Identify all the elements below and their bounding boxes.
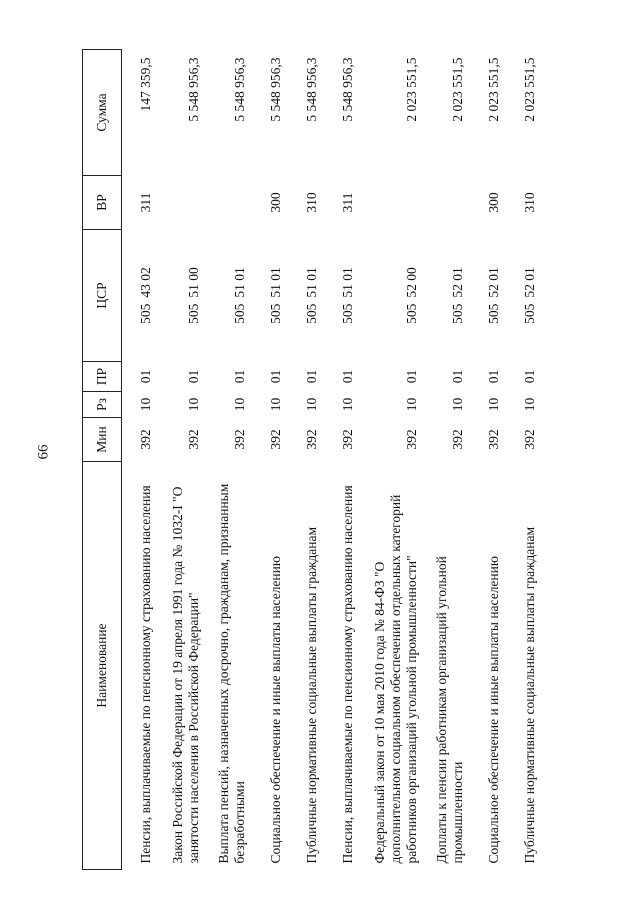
row-csr-a: 505 xyxy=(486,303,501,324)
row-sum: 2 023 551,5 xyxy=(522,57,537,122)
row-csr xyxy=(470,230,506,362)
table-row xyxy=(424,50,470,870)
row-name: Выплата пенсий, назначенных досрочно, гражданам, признанным безработными xyxy=(216,483,247,864)
row-csr-b: 52 00 xyxy=(404,267,419,298)
row-pr: 01 xyxy=(232,369,247,384)
row-sum: 5 548 956,3 xyxy=(304,57,319,122)
row-vr xyxy=(424,176,470,230)
table-row xyxy=(506,50,542,870)
row-csr xyxy=(252,230,288,362)
row-min: 392 xyxy=(232,429,247,450)
row-csr-a: 505 xyxy=(138,303,153,324)
row-sum: 5 548 956,3 xyxy=(268,57,283,122)
row-rz: 10 xyxy=(304,397,319,412)
row-pr: 01 xyxy=(450,369,465,384)
row-sum: 5 548 956,3 xyxy=(186,57,201,122)
row-sum: 2 023 551,5 xyxy=(450,57,465,122)
row-rz: 10 xyxy=(450,397,465,412)
row-csr xyxy=(424,230,470,362)
row-sum: 5 548 956,3 xyxy=(340,57,355,122)
row-csr-a: 505 xyxy=(340,303,355,324)
row-pr: 01 xyxy=(404,369,419,384)
header-min: Мин xyxy=(83,418,122,462)
row-vr xyxy=(158,176,206,230)
table-row xyxy=(324,50,360,870)
row-rz: 10 xyxy=(232,397,247,412)
row-pr: 01 xyxy=(486,369,501,384)
row-rz: 10 xyxy=(138,397,153,412)
row-pr: 01 xyxy=(268,369,283,384)
row-csr xyxy=(324,230,360,362)
page-number: 66 xyxy=(35,444,52,460)
row-vr: 310 xyxy=(304,192,319,213)
row-csr-b: 51 01 xyxy=(268,267,283,298)
table-row xyxy=(360,50,424,870)
row-min: 392 xyxy=(450,429,465,450)
table-row xyxy=(206,50,252,870)
row-min: 392 xyxy=(268,429,283,450)
row-name: Социальное обеспечение и иные выплаты населению xyxy=(486,556,501,864)
table-row xyxy=(288,50,324,870)
row-vr xyxy=(206,176,252,230)
row-csr-b: 51 00 xyxy=(186,267,201,298)
row-csr-b: 51 01 xyxy=(304,267,319,298)
row-min: 392 xyxy=(404,429,419,450)
table-row xyxy=(158,50,206,870)
row-rz: 10 xyxy=(404,397,419,412)
row-csr-b: 52 01 xyxy=(486,267,501,298)
row-sum: 2 023 551,5 xyxy=(404,57,419,122)
header-vr: ВР xyxy=(83,176,122,230)
row-vr: 310 xyxy=(522,192,537,213)
header-pr: ПР xyxy=(83,362,122,392)
row-name: Публичные нормативные социальные выплаты гражданам xyxy=(304,526,319,864)
row-vr: 300 xyxy=(486,192,501,213)
table-header-row xyxy=(83,50,122,870)
row-min: 392 xyxy=(486,429,501,450)
table-row xyxy=(252,50,288,870)
row-csr-a: 505 xyxy=(522,303,537,324)
row-csr xyxy=(360,230,424,362)
row-sum: 5 548 956,3 xyxy=(232,57,247,122)
table-row xyxy=(470,50,506,870)
row-csr xyxy=(122,230,159,362)
row-min: 392 xyxy=(186,429,201,450)
row-csr-b: 43 02 xyxy=(138,267,153,298)
row-rz: 10 xyxy=(268,397,283,412)
row-name: Закон Российской Федерации от 19 апреля 1991 года № 1032-I "О занятости населения в Российской Федерации" xyxy=(170,486,201,864)
row-vr: 311 xyxy=(138,192,153,213)
row-rz: 10 xyxy=(522,397,537,412)
row-name: Пенсии, выплачиваемые по пенсионному страхованию населения xyxy=(138,485,153,864)
row-pr: 01 xyxy=(138,369,153,384)
header-rz: Рз xyxy=(83,392,122,418)
row-rz: 10 xyxy=(186,397,201,412)
budget-table xyxy=(82,49,542,870)
row-name: Федеральный закон от 10 мая 2010 года № 84-ФЗ "О дополнительном социальном обеспечении отдельных категорий работников организаций угольной промышленности" xyxy=(372,494,419,864)
row-csr xyxy=(158,230,206,362)
row-vr: 311 xyxy=(340,192,355,213)
row-csr xyxy=(506,230,542,362)
row-min: 392 xyxy=(340,429,355,450)
row-csr-b: 52 01 xyxy=(522,267,537,298)
row-csr-b: 51 01 xyxy=(340,267,355,298)
row-rz: 10 xyxy=(340,397,355,412)
row-min: 392 xyxy=(522,429,537,450)
row-csr-a: 505 xyxy=(186,303,201,324)
row-csr xyxy=(206,230,252,362)
row-vr xyxy=(360,176,424,230)
row-csr-a: 505 xyxy=(404,303,419,324)
header-csr: ЦСР xyxy=(83,230,122,362)
row-csr-a: 505 xyxy=(450,303,465,324)
row-name: Доплаты к пенсии работникам организаций угольной промышленности xyxy=(434,556,465,864)
header-sum: Сумма xyxy=(83,50,122,176)
row-sum: 147 359,5 xyxy=(138,57,153,112)
row-min: 392 xyxy=(138,429,153,450)
row-pr: 01 xyxy=(340,369,355,384)
row-name: Социальное обеспечение и иные выплаты населению xyxy=(268,556,283,864)
row-csr xyxy=(288,230,324,362)
row-name: Публичные нормативные социальные выплаты гражданам xyxy=(522,526,537,864)
row-csr-b: 51 01 xyxy=(232,267,247,298)
row-csr-a: 505 xyxy=(268,303,283,324)
row-pr: 01 xyxy=(522,369,537,384)
row-csr-a: 505 xyxy=(232,303,247,324)
row-sum: 2 023 551,5 xyxy=(486,57,501,122)
row-rz: 10 xyxy=(486,397,501,412)
row-csr-a: 505 xyxy=(304,303,319,324)
row-min: 392 xyxy=(304,429,319,450)
row-name: Пенсии, выплачиваемые по пенсионному страхованию населения xyxy=(340,485,355,864)
header-name: Наименование xyxy=(83,462,122,870)
row-vr: 300 xyxy=(268,192,283,213)
row-pr: 01 xyxy=(304,369,319,384)
rotated-page xyxy=(82,50,567,870)
row-pr: 01 xyxy=(186,369,201,384)
table-row xyxy=(122,50,159,870)
row-csr-b: 52 01 xyxy=(450,267,465,298)
